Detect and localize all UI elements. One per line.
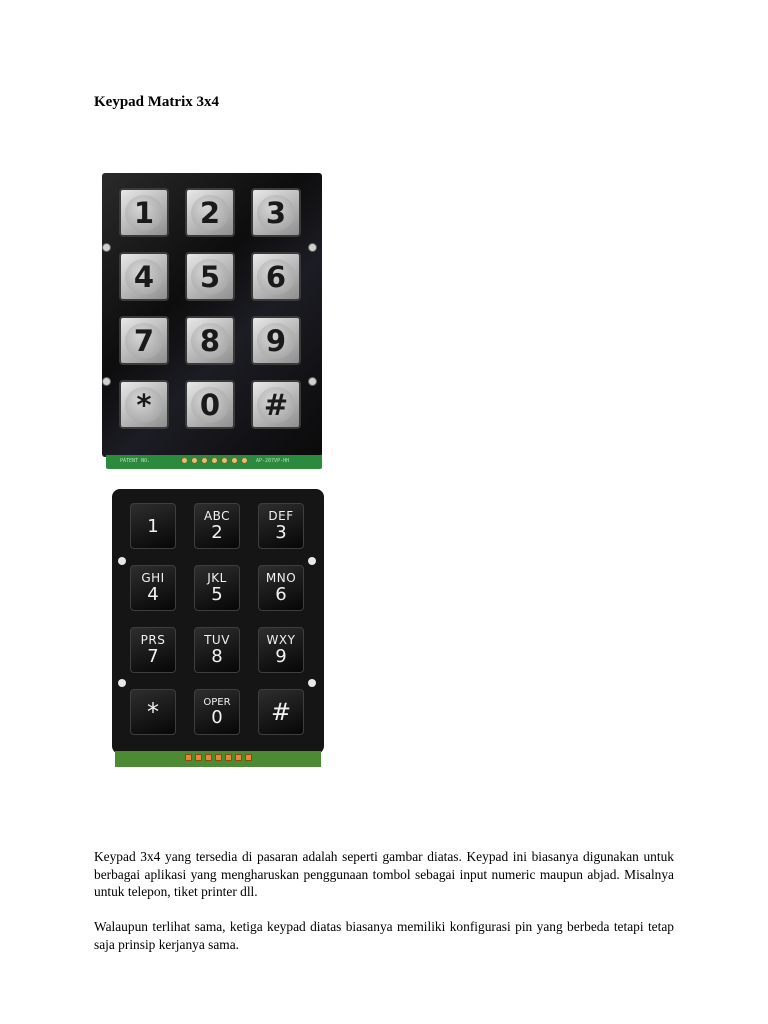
mount-hole — [308, 557, 316, 565]
keypad-grid — [130, 503, 304, 735]
key-7: 7 — [119, 316, 169, 365]
key-3: 3 — [251, 188, 301, 237]
key-8: 8 — [185, 316, 235, 365]
pin-header — [185, 754, 252, 761]
key-1: 1 — [119, 188, 169, 237]
key-star: * — [119, 380, 169, 429]
key-3: DEF 3 — [258, 503, 304, 549]
paragraph-1: Keypad 3x4 yang tersedia di pasaran adalah seperti gambar diatas. Keypad ini biasanya digunakan untuk berbagai aplikasi yang mengharuskan penggunaan tombol sebagai input numeric maupun abjad. Misalnya untuk telepon, tiket printer dll. — [94, 849, 674, 899]
key-7: PRS 7 — [130, 627, 176, 673]
mount-hole — [308, 377, 317, 386]
key-0: 0 — [185, 380, 235, 429]
key-6: 6 — [251, 252, 301, 301]
pcb-label-right: AP-207VP-HH — [256, 458, 290, 464]
mount-hole — [118, 557, 126, 565]
mount-hole — [308, 243, 317, 252]
page-title: Keypad Matrix 3x4 — [94, 94, 219, 110]
mount-hole — [102, 377, 111, 386]
key-1: 1 — [130, 503, 176, 549]
keypad-black-image — [112, 489, 324, 769]
paragraph-2: Walaupun terlihat sama, ketiga keypad diatas biasanya memiliki konfigurasi pin yang berbeda tetapi tetap saja prinsip kerjanya sama. — [94, 919, 674, 952]
key-8: TUV 8 — [194, 627, 240, 673]
mount-hole — [118, 679, 126, 687]
pcb-strip — [106, 455, 322, 469]
key-9: WXY 9 — [258, 627, 304, 673]
key-5: 5 — [185, 252, 235, 301]
pcb-label-left: PATENT NO. — [120, 458, 151, 464]
key-6: MNO 6 — [258, 565, 304, 611]
key-0: OPER 0 — [194, 689, 240, 735]
key-hash: # — [258, 689, 304, 735]
mount-hole — [308, 679, 316, 687]
key-2: ABC 2 — [194, 503, 240, 549]
key-star: * — [130, 689, 176, 735]
keypad-silver-image — [102, 173, 322, 469]
keypad-grid — [119, 188, 301, 429]
key-hash: # — [251, 380, 301, 429]
pin-header — [181, 457, 248, 464]
key-2: 2 — [185, 188, 235, 237]
pcb-strip — [115, 751, 321, 767]
key-9: 9 — [251, 316, 301, 365]
mount-hole — [102, 243, 111, 252]
key-4: GHI 4 — [130, 565, 176, 611]
key-4: 4 — [119, 252, 169, 301]
key-5: JKL 5 — [194, 565, 240, 611]
